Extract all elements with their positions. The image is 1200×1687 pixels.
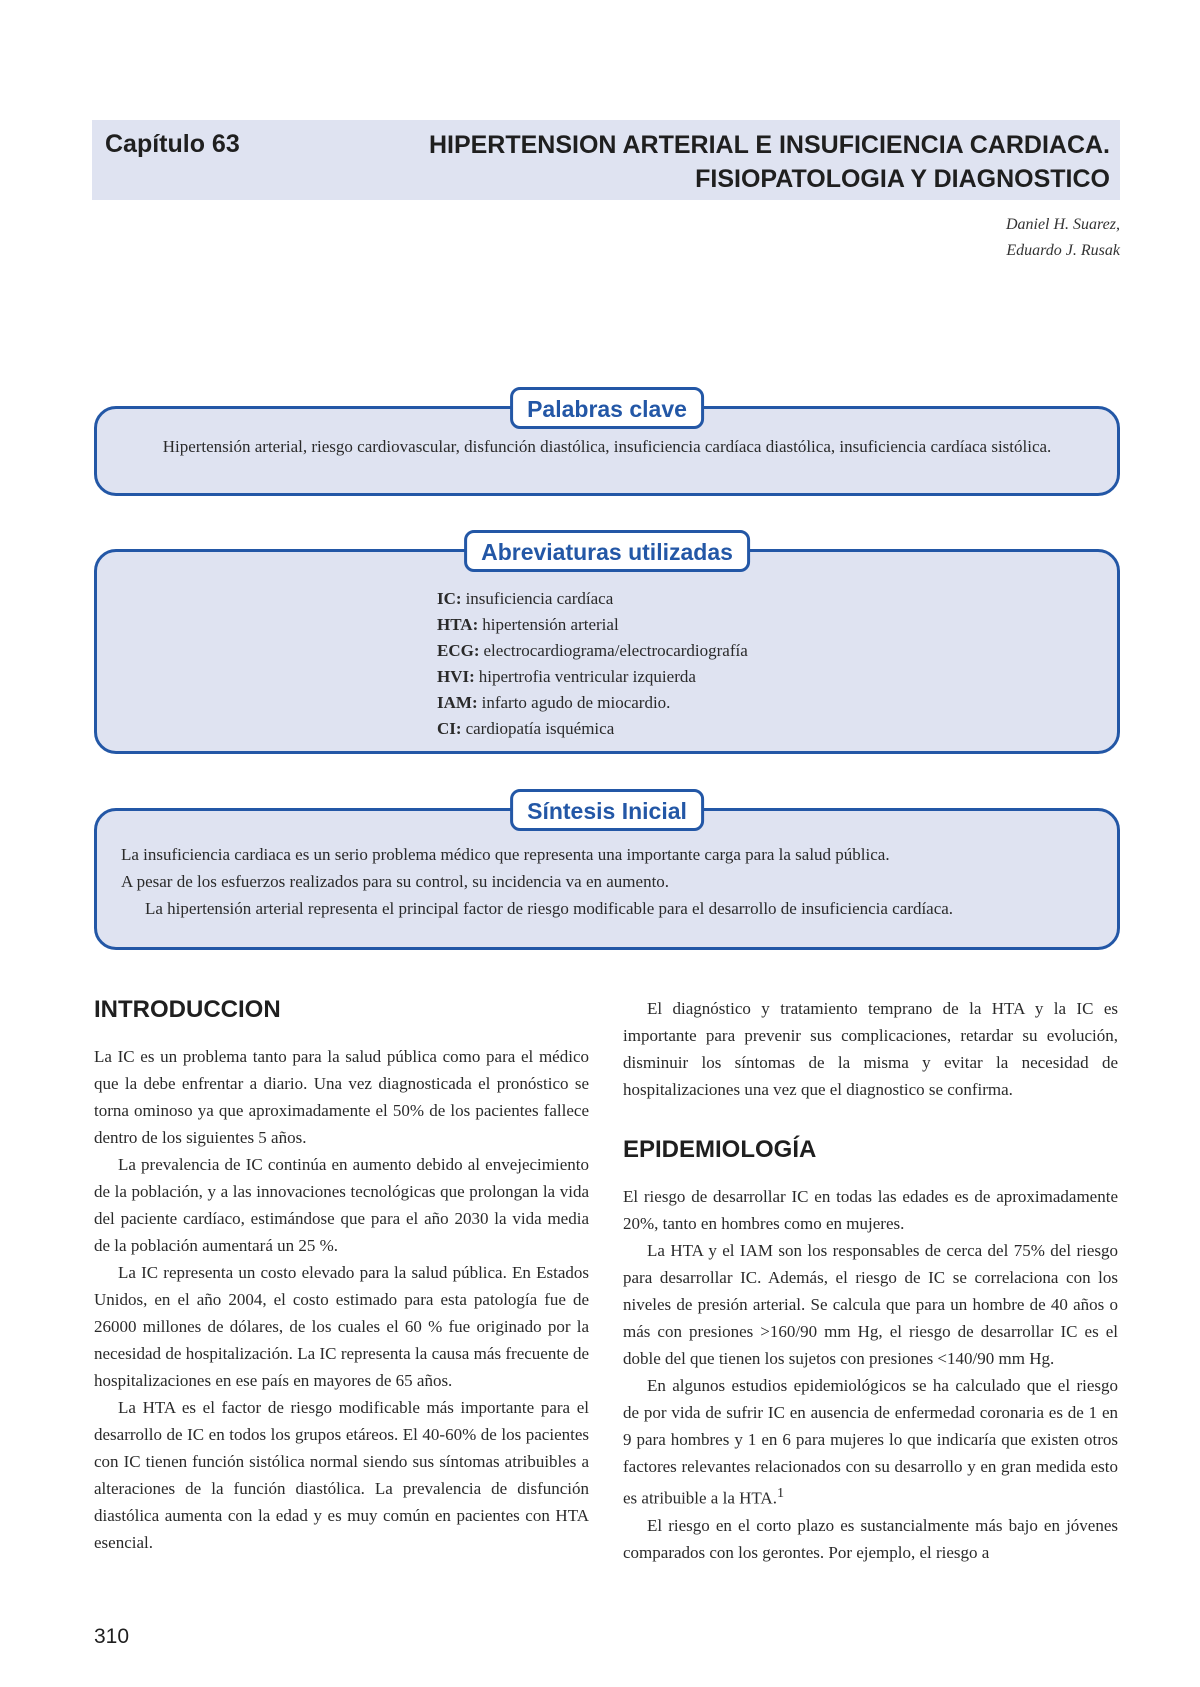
chapter-title-line1: HIPERTENSION ARTERIAL E INSUFICIENCIA CARDIACA. — [428, 131, 1110, 159]
epidemiology-paragraph: La HTA y el IAM son los responsables de cerca del 75% del riesgo para desarrollar IC. Además, el riesgo de IC se correlaciona con los niveles de presión arterial. Se calcula que para un hombre de 40 años o más con presiones >160/90 mm Hg, el riesgo de desarrollar IC es el doble del que tienen los sujetos con presiones <140/90 mm Hg. — [623, 1241, 1118, 1368]
abbreviation-item: HTA: hipertensión arterial — [437, 615, 619, 634]
authors — [700, 212, 1120, 264]
abbreviations-title: Abreviaturas utilizadas — [464, 530, 750, 572]
intro-paragraph: La IC representa un costo elevado para la salud pública. En Estados Unidos, en el año 2004, el costo estimado para esta patología fue de 26000 millones de dólares, de los cuales el 60 % fue originado por la necesidad de hospitalización. La IC representa la causa más frecuente de hospitalizaciones en ese país en mayores de 65 años. — [94, 1263, 589, 1390]
synthesis-title: Síntesis Inicial — [510, 789, 704, 831]
abbreviations-list — [97, 552, 1117, 742]
intro-paragraph: La HTA es el factor de riesgo modificable más importante para el desarrollo de IC en todos los grupos etáreos. El 40-60% de los pacientes con IC tienen función sistólica normal siendo sus síntomas atribuibles a alteraciones de la función diastólica. La prevalencia de disfunción diastólica aumenta con la edad y es muy común en pacientes con HTA esencial. — [94, 1398, 589, 1552]
keywords-text: Hipertensión arterial, riesgo cardiovascular, disfunción diastólica, insuficiencia cardíaca diastólica, insuficiencia cardíaca sistólica. — [162, 437, 1052, 456]
abbreviations-box — [94, 539, 1120, 754]
reference-marker: 1 — [776, 1485, 785, 1501]
chapter-label: Capítulo 63 — [105, 130, 240, 158]
intro-paragraph: La prevalencia de IC continúa en aumento debido al envejecimiento de la población, y a las innovaciones tecnológicas que prolongan la vida del paciente cardíaco, estimándose que para el año 2030 la vida media de la población aumentará un 25 %. — [94, 1155, 589, 1255]
left-column — [94, 995, 589, 1556]
author-2: Eduardo J. Rusak — [1006, 242, 1120, 259]
keywords-box — [94, 396, 1120, 496]
abbreviation-item: IAM: infarto agudo de miocardio. — [437, 693, 671, 712]
synthesis-box — [94, 798, 1120, 950]
abbreviation-item: CI: cardiopatía isquémica — [437, 719, 615, 738]
synthesis-paragraph: La hipertensión arterial representa el principal factor de riesgo modificable para el desarrollo de insuficiencia cardíaca. — [145, 899, 954, 918]
epidemiology-paragraph: En algunos estudios epidemiológicos se ha calculado que el riesgo de por vida de sufrir IC en ausencia de enfermedad coronaria es de 1 en 9 para hombres y 1 en 6 para mujeres lo que indicaría que existen otros factores relevantes relacionados con su desarrollo y en gran medida esto es atribuible a la HTA.$^1$ — [623, 1376, 1118, 1508]
epidemiology-paragraph: El riesgo en el corto plazo es sustancialmente más bajo en jóvenes comparados con los gerontes. Por ejemplo, el riesgo a — [623, 1515, 1118, 1562]
epidemiology-heading: EPIDEMIOLOGÍA — [623, 1136, 817, 1163]
chapter-title — [340, 128, 1110, 196]
keywords-title: Palabras clave — [510, 387, 704, 429]
author-1: Daniel H. Suarez, — [1005, 216, 1120, 233]
page-number: 310 — [94, 1625, 130, 1648]
intro-paragraph: La IC es un problema tanto para la salud pública como para el médico que la debe enfrentar a diario. Una vez diagnosticada el pronóstico se torna ominoso ya que aproximadamente el 50% de los pacientes fallece dentro de los siguientes 5 años. — [94, 1047, 589, 1147]
abbreviation-item: HVI: hipertrofia ventricular izquierda — [437, 667, 696, 686]
intro-heading: INTRODUCCION — [94, 996, 281, 1023]
abbreviation-item: ECG: electrocardiograma/electrocardiografía — [437, 641, 748, 660]
abbreviation-item: IC: insuficiencia cardíaca — [437, 589, 614, 608]
epidemiology-paragraph: El riesgo de desarrollar IC en todas las edades es de aproximadamente 20%, tanto en hombres como en mujeres. — [623, 1187, 1118, 1233]
right-column — [623, 995, 1118, 1566]
intro-paragraph: El diagnóstico y tratamiento temprano de la HTA y la IC es importante para prevenir sus complicaciones, retardar su evolución, disminuir los síntomas de la misma y evitar la necesidad de hospitalizaciones una vez que el diagnostico se confirma. — [623, 999, 1118, 1099]
synthesis-paragraph: A pesar de los esfuerzos realizados para su control, su incidencia va en aumento. — [121, 872, 670, 891]
chapter-title-line2: FISIOPATOLOGIA Y DIAGNOSTICO — [695, 165, 1110, 193]
synthesis-paragraph: La insuficiencia cardiaca es un serio problema médico que representa una importante carga para la salud pública. — [121, 845, 890, 864]
